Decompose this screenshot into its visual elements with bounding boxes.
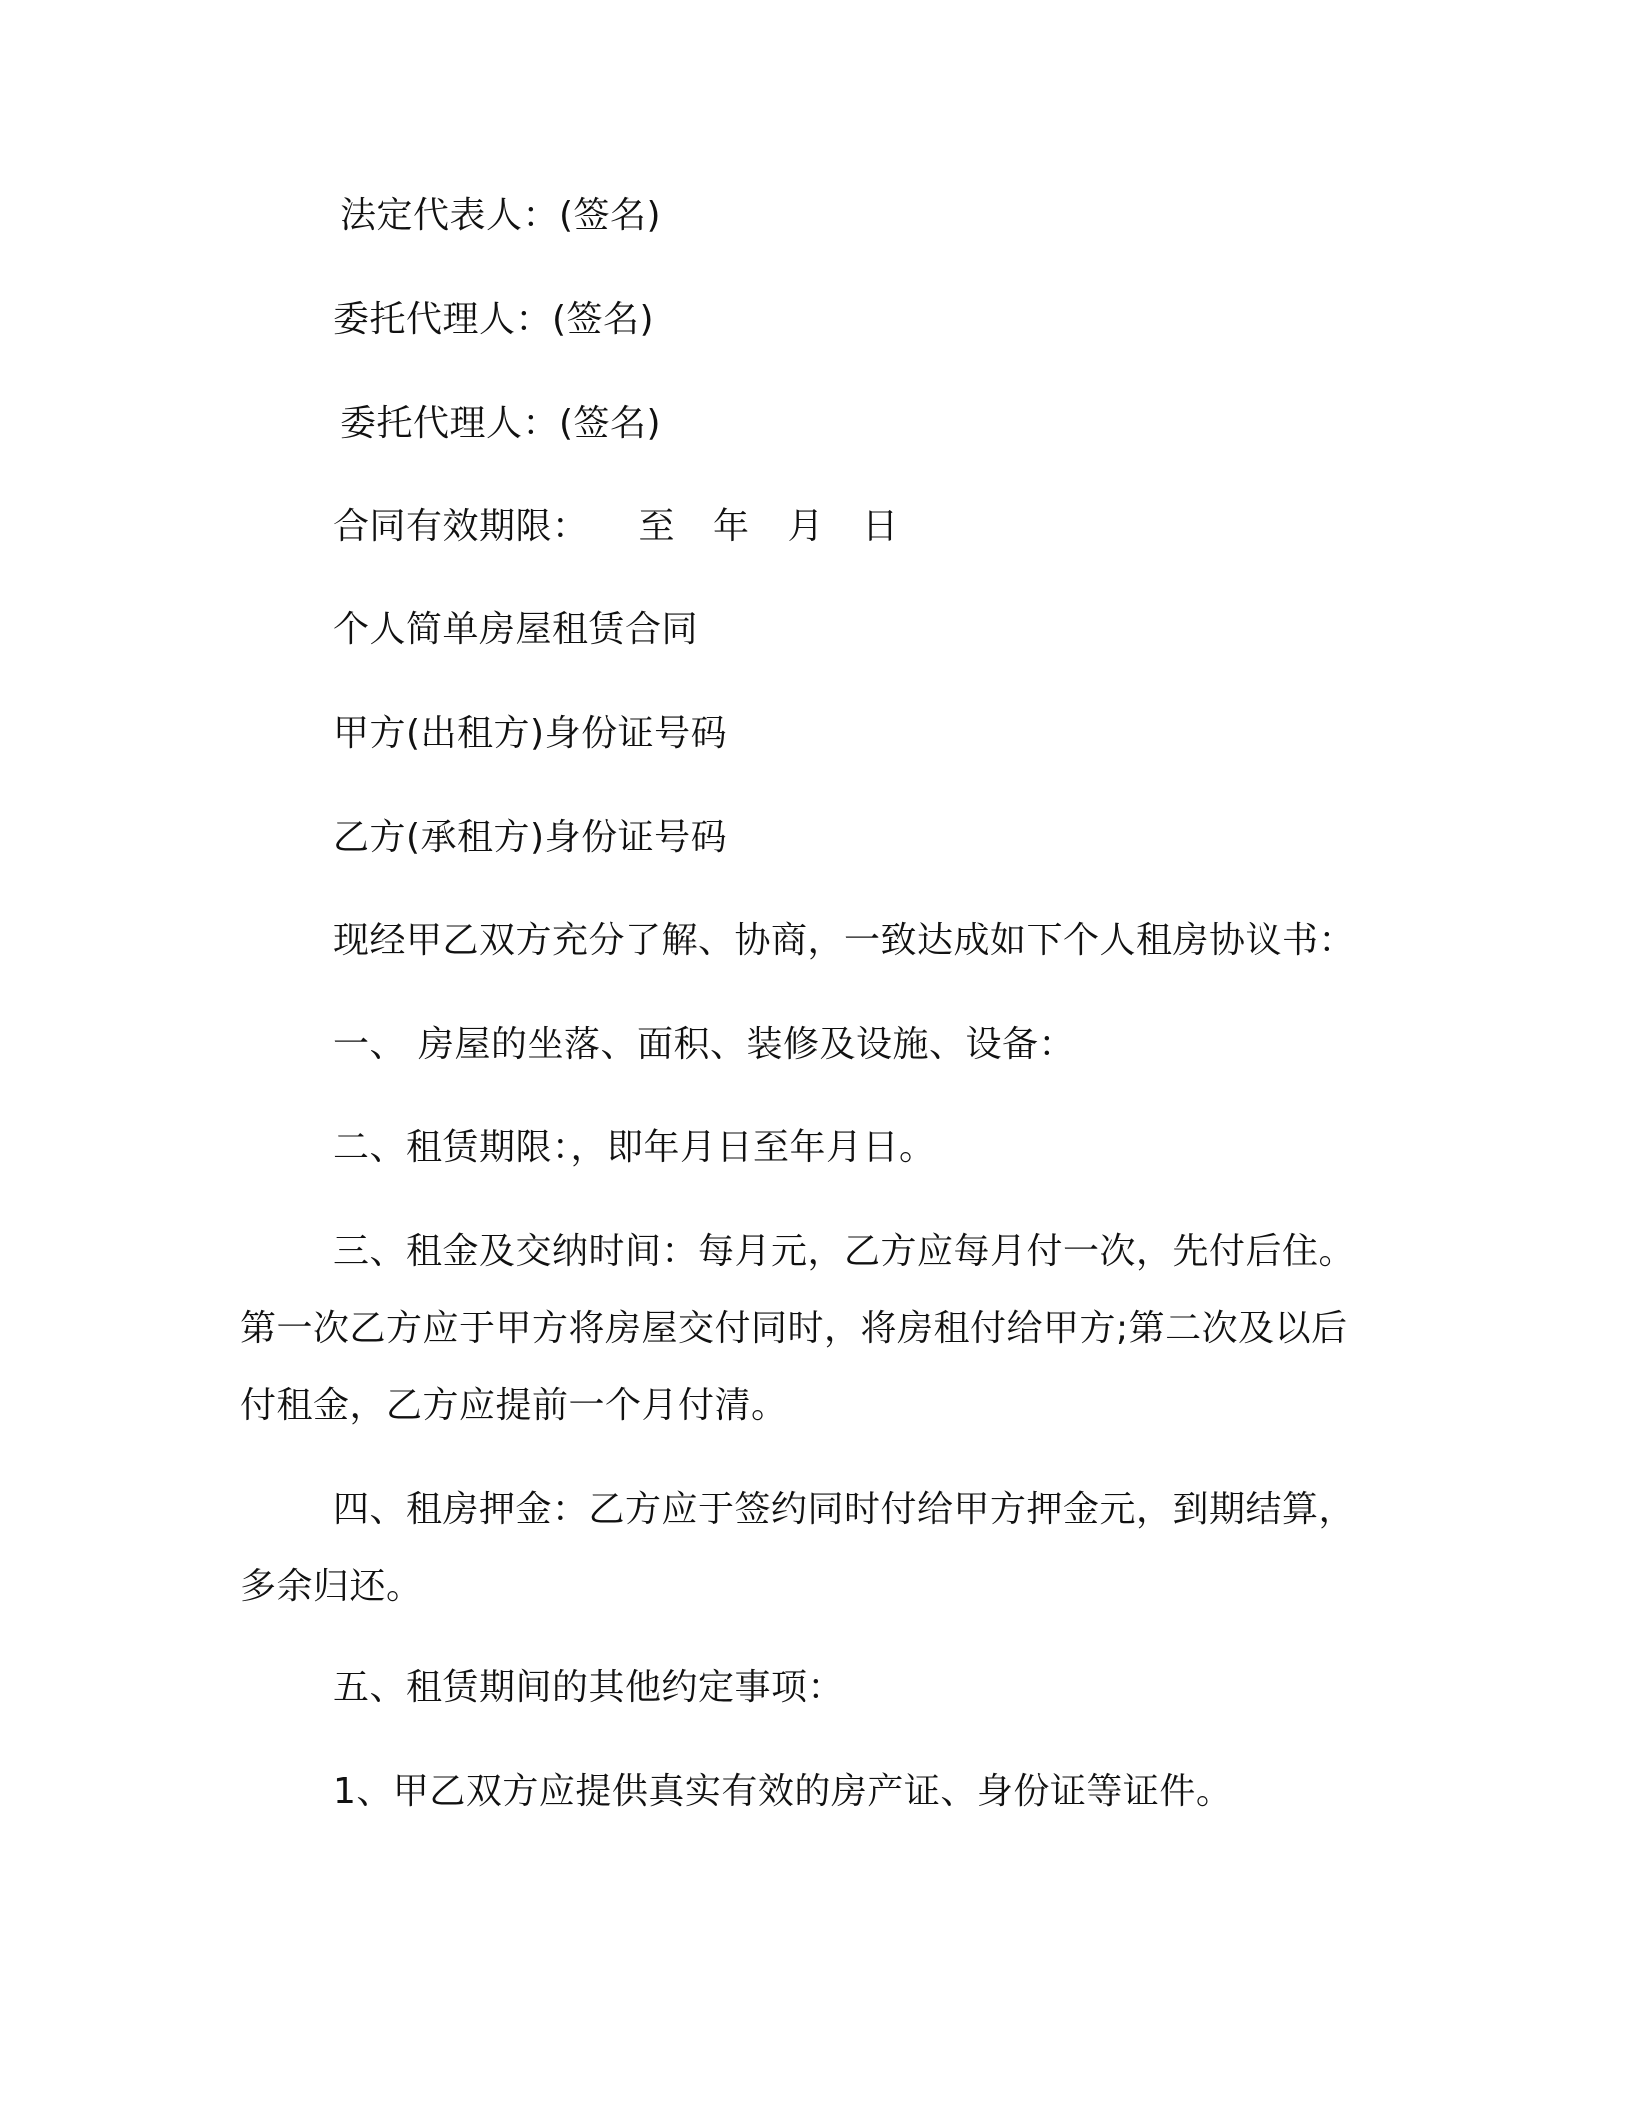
validity-month: 月 <box>787 506 825 547</box>
clause-3-rent-payment: 三、租金及交纳时间：每月元，乙方应每月付一次，先付后住。第一次乙方应于甲方将房屋交付同时，将房租付给甲方;第二次及以后付租金，乙方应提前一个月付清。 <box>240 1231 1356 1426</box>
validity-label: 合同有效期限： <box>333 506 589 547</box>
validity-to: 至 <box>638 506 676 547</box>
authorized-agent-signature-line: 委托代理人：(签名) <box>333 299 655 340</box>
contract-title: 个人简单房屋租赁合同 <box>333 609 699 650</box>
clause-2-lease-term: 二、租赁期限：，即年月日至年月日。 <box>333 1127 936 1168</box>
party-a-line: 甲方(出租方)身份证号码 <box>333 713 728 754</box>
legal-representative-signature-line: 法定代表人：(签名) <box>340 195 662 236</box>
agreement-intro: 现经甲乙双方充分了解、协商，一致达成如下个人租房协议书： <box>333 920 1356 961</box>
validity-day: 日 <box>862 506 899 547</box>
party-b-line: 乙方(承租方)身份证号码 <box>333 817 728 858</box>
clause-5-heading: 五、租赁期间的其他约定事项： <box>333 1667 845 1708</box>
validity-year: 年 <box>713 506 750 547</box>
authorized-agent-signature-line-2: 委托代理人：(签名) <box>340 403 662 444</box>
contract-validity-line <box>333 503 899 551</box>
clause-4-deposit: 四、租房押金：乙方应于签约同时付给甲方押金元，到期结算，多余归还。 <box>240 1489 1356 1607</box>
clause-5-item-1: 1、甲乙双方应提供真实有效的房产证、身份证等证件。 <box>333 1771 1233 1812</box>
clause-1-heading: 一、 房屋的坐落、面积、装修及设施、设备： <box>333 1024 1075 1065</box>
